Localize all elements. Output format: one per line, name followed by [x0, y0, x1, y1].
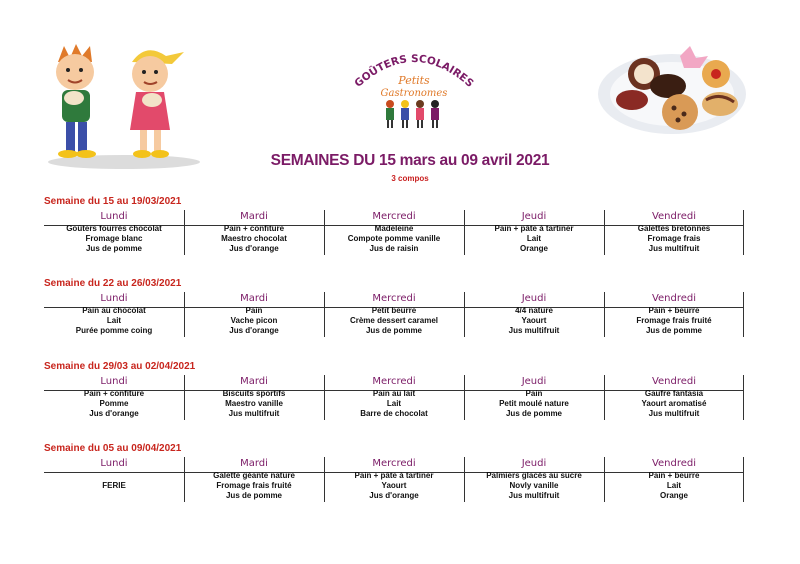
logo-brand-line1: Petits: [398, 74, 430, 87]
menu-item: Lait: [386, 399, 402, 408]
day-header: Vendredi: [651, 376, 697, 387]
menu-item: Jus de pomme: [365, 326, 422, 335]
day-column-mercredi: [324, 375, 464, 417]
day-column-jeudi: [464, 292, 604, 334]
logo-figures-icon: [386, 100, 439, 128]
menu-item: Pain + pâte à tartiner: [494, 224, 574, 233]
menu-item: Madeleine: [374, 224, 414, 233]
menu-item: Jus multifruit: [508, 326, 560, 335]
menu-item: Pain + confiture: [223, 224, 285, 233]
day-column-mercredi: [324, 457, 464, 499]
day-header: Mardi: [240, 376, 268, 387]
menu-item: Pain: [525, 389, 543, 398]
menu-item: Galette géante nature: [213, 471, 295, 480]
menu-item: 4/4 nature: [515, 306, 553, 315]
week-table: [44, 292, 744, 334]
day-column-lundi: [44, 457, 184, 499]
menu-item: Lait: [526, 234, 542, 243]
week-label: Semaine du 22 au 26/03/2021: [44, 278, 182, 289]
menu-item: Jus de raisin: [369, 244, 419, 253]
menu-item: Pain + beurre: [648, 471, 700, 480]
week-label: Semaine du 29/03 au 02/04/2021: [44, 361, 196, 372]
logo-brand-line2: Gastronomes: [380, 88, 448, 99]
menu-item: Yaourt aromatisé: [641, 399, 707, 408]
day-header: Mardi: [240, 458, 268, 469]
page-title: SEMAINES DU 15 mars au 09 avril 2021: [270, 152, 550, 169]
day-header: Lundi: [100, 211, 128, 222]
menu-item: Compote pomme vanille: [347, 234, 441, 243]
menu-item: Pomme: [99, 399, 129, 408]
day-column-lundi: [44, 210, 184, 252]
menu-item: Fromage frais: [647, 234, 701, 243]
day-column-vendredi: [604, 375, 744, 417]
day-header: Mercredi: [372, 458, 416, 469]
menu-item: Jus de pomme: [225, 491, 282, 500]
menu-item: Vache picon: [230, 316, 278, 325]
day-header: Mardi: [240, 211, 268, 222]
day-header: Lundi: [100, 293, 128, 304]
menu-item: Biscuits sportifs: [222, 389, 286, 398]
menu-item: Jus de pomme: [505, 409, 562, 418]
menu-item: Jus d'orange: [229, 326, 279, 335]
menu-item: Petit moulé nature: [499, 399, 569, 408]
children-illustration: [44, 40, 204, 170]
menu-item: Pain au lait: [372, 389, 416, 398]
day-header: Mercredi: [372, 211, 416, 222]
menu-item: Gaufre fantasia: [644, 389, 704, 398]
menu-item: Maestro chocolat: [221, 234, 287, 243]
menu-item: Jus d'orange: [229, 244, 279, 253]
menu-item: Barre de chocolat: [360, 409, 428, 418]
menu-item: Jus d'orange: [369, 491, 419, 500]
menu-item: Yaourt: [381, 481, 407, 490]
day-column-lundi: [44, 375, 184, 417]
menu-item: Orange: [519, 244, 548, 253]
menu-item: Jus multifruit: [648, 409, 700, 418]
menu-item: Fromage frais fruité: [636, 316, 712, 325]
page-subtitle: 3 compos: [391, 174, 429, 183]
week-table: [44, 210, 744, 252]
day-column-mardi: [184, 457, 324, 499]
day-header: Mercredi: [372, 376, 416, 387]
day-column-jeudi: [464, 457, 604, 499]
day-column-mardi: [184, 375, 324, 417]
menu-item: Jus d'orange: [89, 409, 139, 418]
menu-item: Lait: [666, 481, 682, 490]
menu-item: [44, 471, 184, 481]
menu-item: Yaourt: [521, 316, 547, 325]
day-header: Vendredi: [651, 458, 697, 469]
menu-item: Goûters fourrés chocolat: [66, 224, 162, 233]
menu-item: Jus multifruit: [508, 491, 560, 500]
menu-item: Fromage frais fruité: [216, 481, 292, 490]
menu-item: Novly vanille: [509, 481, 559, 490]
menu-item: Jus multifruit: [648, 244, 700, 253]
week-label: Semaine du 15 au 19/03/2021: [44, 196, 182, 207]
menu-item: Petit beurre: [371, 306, 417, 315]
menu-item: Jus de pomme: [645, 326, 702, 335]
menu-item: FERIE: [102, 481, 126, 490]
day-header: Lundi: [100, 376, 128, 387]
menu-item: [44, 491, 184, 501]
day-header: Mercredi: [372, 293, 416, 304]
menu-item: Palmiers glacés au sucre: [486, 471, 582, 480]
menu-item: Pain + confiture: [83, 389, 145, 398]
day-column-mardi: [184, 210, 324, 252]
menu-item: Pain: [245, 306, 263, 315]
day-column-vendredi: [604, 457, 744, 499]
day-header: Vendredi: [651, 211, 697, 222]
day-column-lundi: [44, 292, 184, 334]
day-column-jeudi: [464, 210, 604, 252]
menu-item: Pain + pâte à tartiner: [354, 471, 434, 480]
day-header: Lundi: [100, 458, 128, 469]
day-header: Jeudi: [521, 293, 547, 304]
day-column-jeudi: [464, 375, 604, 417]
cookies-plate-illustration: [596, 40, 748, 140]
day-header: Jeudi: [521, 211, 547, 222]
goûters-scolaires-logo: [350, 44, 478, 134]
week-label: Semaine du 05 au 09/04/2021: [44, 443, 182, 454]
logo-arc-text: GOÛTERS SCOLAIRES: [352, 52, 476, 90]
menu-item: Orange: [659, 491, 688, 500]
day-column-mercredi: [324, 292, 464, 334]
menu-item: Jus multifruit: [228, 409, 280, 418]
day-column-mercredi: [324, 210, 464, 252]
menu-item: Maestro vanille: [225, 399, 283, 408]
menu-item: Galettes bretonnes: [637, 224, 711, 233]
menu-item: Lait: [106, 316, 122, 325]
day-header: Mardi: [240, 293, 268, 304]
day-header: Vendredi: [651, 293, 697, 304]
day-column-mardi: [184, 292, 324, 334]
menu-item: Jus de pomme: [85, 244, 142, 253]
day-header: Jeudi: [521, 376, 547, 387]
week-table: [44, 457, 744, 499]
menu-item: Crème dessert caramel: [349, 316, 439, 325]
menu-item: Fromage blanc: [85, 234, 143, 243]
day-column-vendredi: [604, 210, 744, 252]
menu-item: Purée pomme coing: [75, 326, 153, 335]
day-column-vendredi: [604, 292, 744, 334]
menu-item: Pain au chocolat: [82, 306, 146, 315]
day-header: Jeudi: [521, 458, 547, 469]
week-table: [44, 375, 744, 417]
menu-item: Pain + beurre: [648, 306, 700, 315]
